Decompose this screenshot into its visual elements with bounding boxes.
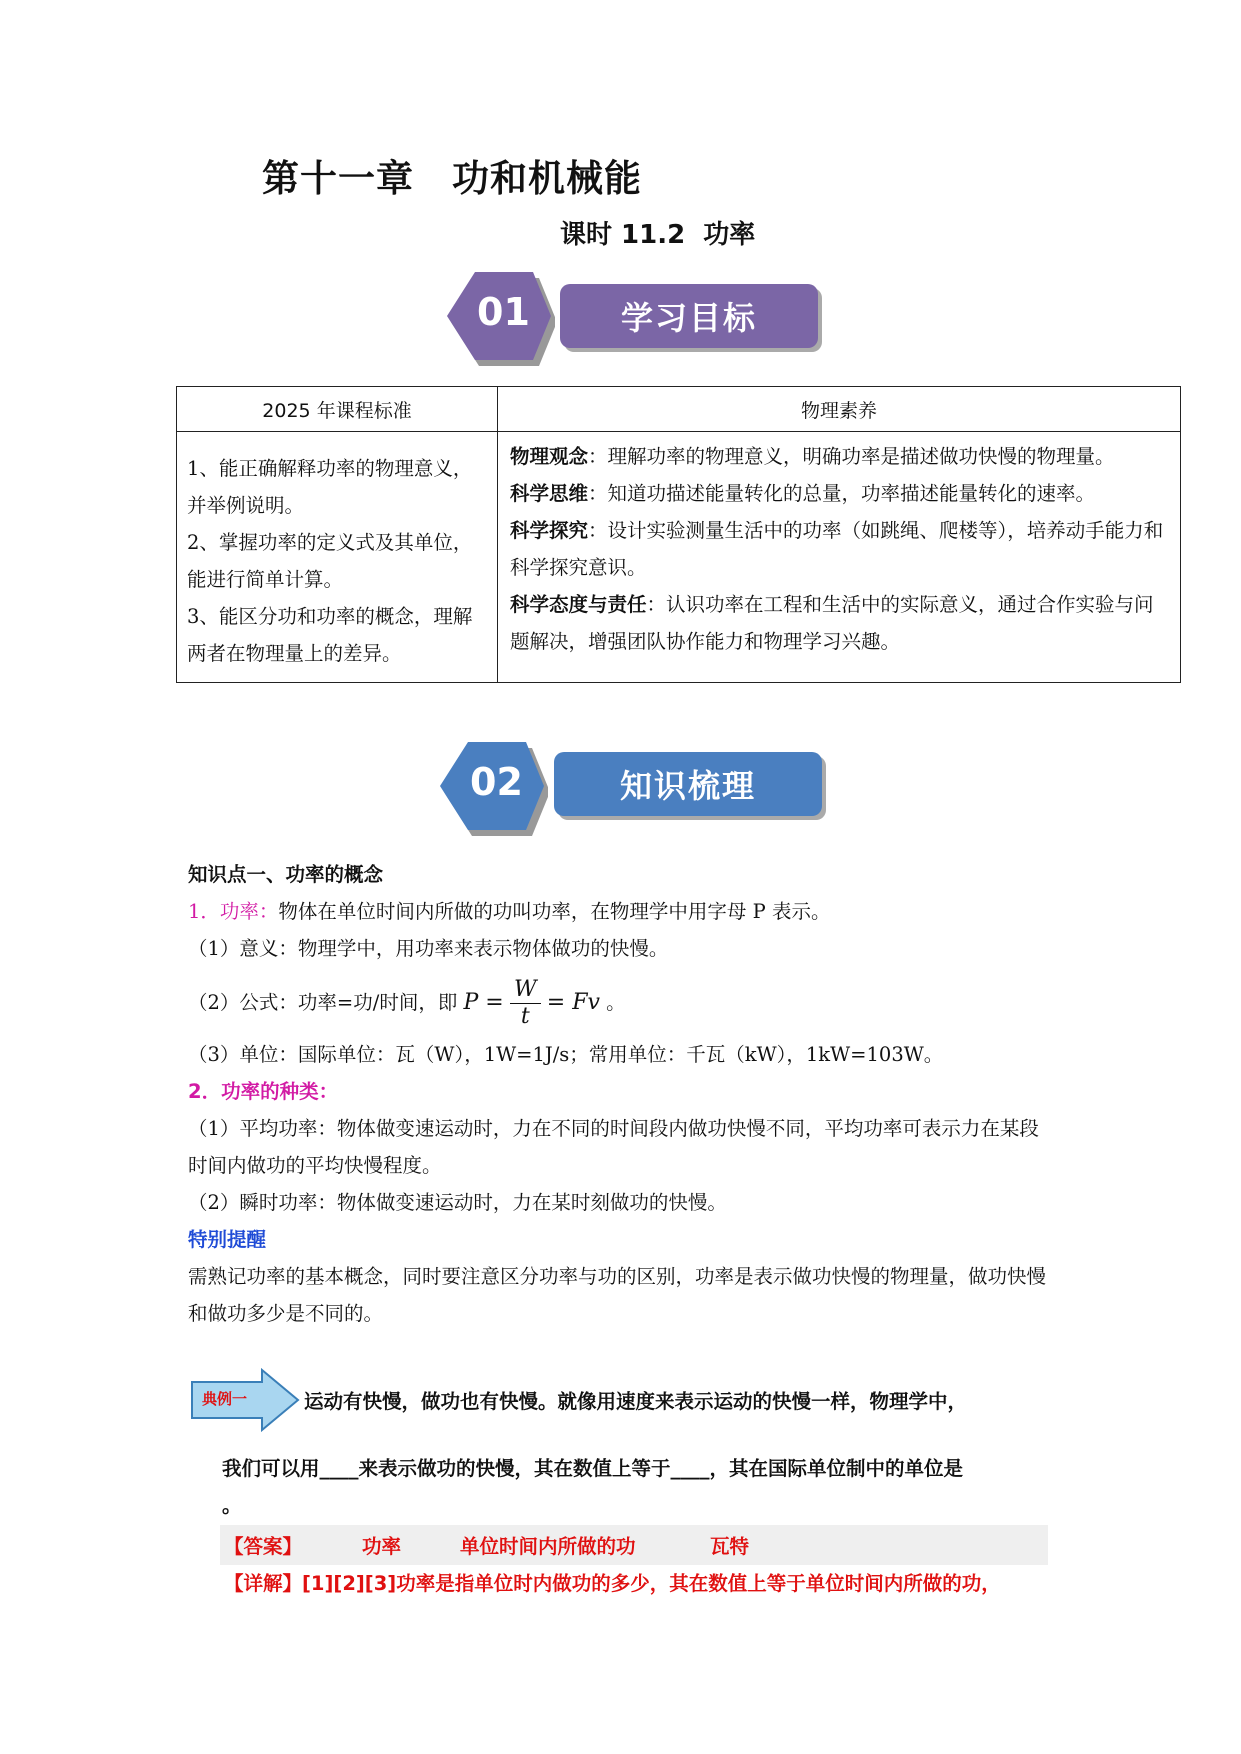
chapter-title: 第十一章 功和机械能 <box>262 157 642 200</box>
literacy-list <box>498 432 1181 683</box>
example-line-3: 。 <box>222 1494 242 1517</box>
table-header-literacy: 物理素养 <box>498 387 1181 432</box>
paragraph: （1）意义：物理学中，用功率来表示物体做功的快慢。 <box>188 937 669 960</box>
reminder-text: 需熟记功率的基本概念，同时要注意区分功率与功的区别，功率是表示做功快慢的物理量，做功快慢和做功多少是不同的。 <box>188 1265 1047 1325</box>
list-item: 物理观念：理解功率的物理意义，明确功率是描述做功快慢的物理量。 <box>510 445 1115 468</box>
answer-item: 功率 <box>362 1535 402 1558</box>
answer-label: 【答案】 <box>224 1535 303 1558</box>
list-item: 科学探究：设计实验测量生活中的功率（如跳绳、爬楼等），培养动手能力和科学探究意识。 <box>510 519 1164 579</box>
section-number: 01 <box>477 290 530 334</box>
list-item: 科学态度与责任：认识功率在工程和生活中的实际意义，通过合作实验与问题解决，增强团队协作能力和物理学习兴趣。 <box>510 593 1154 653</box>
example-line-2: 我们可以用____来表示做功的快慢，其在数值上等于____，其在国际单位制中的单位是 <box>222 1457 964 1480</box>
example-tag: 典例一 <box>202 1390 248 1408</box>
list-item: 2、掌握功率的定义式及其单位，能进行简单计算。 <box>187 531 473 591</box>
table-header-standards: 2025 年课程标准 <box>177 387 498 432</box>
paragraph: 1．功率：物体在单位时间内所做的功叫功率，在物理学中用字母 P 表示。 <box>188 900 831 923</box>
section-label: 知识梳理 <box>554 752 822 816</box>
section-heading: 2．功率的种类： <box>188 1080 339 1103</box>
section-banner-02 <box>438 738 828 838</box>
list-item: 3、能区分功和功率的概念，理解两者在物理量上的差异。 <box>187 605 473 665</box>
answer-item: 单位时间内所做的功 <box>460 1535 636 1558</box>
knowledge-section <box>188 856 1058 1332</box>
answer-item: 瓦特 <box>710 1535 750 1558</box>
paragraph: （2）瞬时功率：物体做变速运动时，力在某时刻做功的快慢。 <box>188 1191 727 1214</box>
standards-table <box>176 386 1181 683</box>
fraction: $\frac{W}{t}$ <box>510 977 541 1030</box>
section-banner-01 <box>445 268 825 368</box>
list-item: 1、能正确解释功率的物理意义，并举例说明。 <box>187 457 473 517</box>
knowledge-point-title: 知识点一、功率的概念 <box>188 863 384 886</box>
formula-line: （2）公式：功率=功/时间，即 P = $\frac{W}{t}$ = Fv 。 <box>188 977 626 1029</box>
section-label: 学习目标 <box>560 284 818 348</box>
paragraph: （3）单位：国际单位：瓦（W），1W=1J/s；常用单位：千瓦（kW），1kW=103W。 <box>188 1043 944 1066</box>
example-line-1: 运动有快慢，做功也有快慢。就像用速度来表示运动的快慢一样，物理学中， <box>304 1390 968 1413</box>
detail-line: 【详解】[1][2][3]功率是指单位时内做功的多少，其在数值上等于单位时间内所做的功， <box>224 1572 1001 1595</box>
lesson-title: 课时 11.2 功率 <box>560 220 756 250</box>
reminder-title: 特别提醒 <box>188 1228 267 1251</box>
list-item: 科学思维：知道功描述能量转化的总量，功率描述能量转化的速率。 <box>510 482 1096 505</box>
section-number: 02 <box>470 760 523 804</box>
standards-list <box>177 432 498 683</box>
paragraph: （1）平均功率：物体做变速运动时，力在不同的时间段内做功快慢不同，平均功率可表示力在某段时间内做功的平均快慢程度。 <box>188 1117 1039 1177</box>
